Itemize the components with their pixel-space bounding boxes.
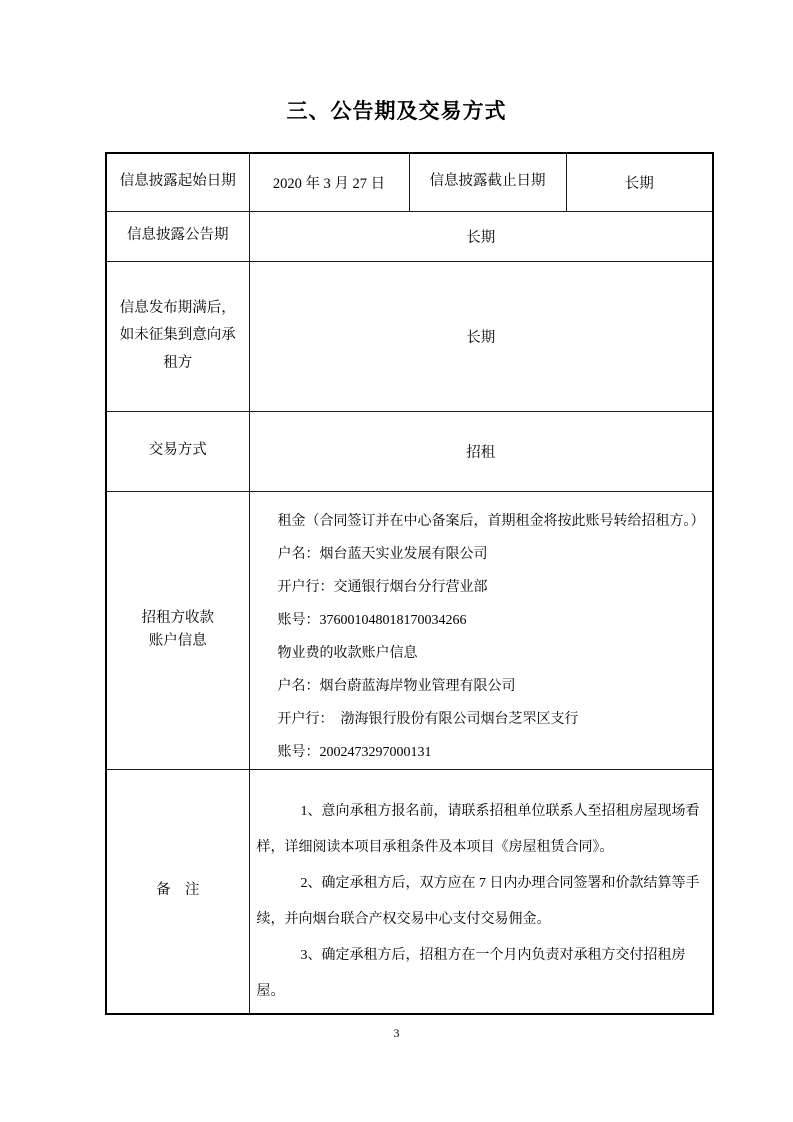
cell-after-expiry-value: 长期	[249, 261, 713, 411]
payment-account-label-line1: 招租方收款	[141, 609, 214, 626]
cell-disclosure-end-value: 长期	[566, 153, 713, 211]
cell-disclosure-end-label: 信息披露截止日期	[409, 153, 566, 211]
cell-announcement-period-label: 信息披露公告期	[106, 211, 249, 261]
cell-remarks-content	[249, 769, 713, 1014]
remarks-paragraph-3: 3、确定承租方后，招租方在一个月内负责对承租方交付招租房屋。	[256, 947, 686, 999]
account-line-number-2: 账号：2002473297000131	[277, 744, 432, 760]
cell-transaction-method-value: 招租	[249, 411, 713, 491]
table-row-remarks	[106, 769, 713, 1014]
cell-disclosure-start-label: 信息披露起始日期	[106, 153, 249, 211]
account-line-bank-2: 开户行： 渤海银行股份有限公司烟台芝罘区支行	[277, 711, 579, 727]
table-row-announcement-period	[106, 211, 713, 261]
announcement-table	[105, 152, 714, 1015]
account-line-property-fee-header: 物业费的收款账户信息	[277, 645, 418, 661]
payment-account-label-line2: 账户信息	[148, 633, 207, 649]
cell-payment-account-details	[249, 491, 713, 769]
table-row-disclosure-dates	[106, 153, 713, 211]
cell-transaction-method-label: 交易方式	[106, 411, 249, 491]
cell-remarks-label: 备 注	[106, 769, 249, 1014]
remarks-paragraph-1: 1、意向承租方报名前，请联系招租单位联系人至招租房屋现场看样，详细阅读本项目承租条件及本项目《房屋租赁合同》。	[256, 803, 700, 855]
account-line-number-1: 账号：376001048018170034266	[277, 612, 467, 628]
account-line-rent-note: 租金（合同签订并在中心备案后，首期租金将按此账号转给招租方。）	[277, 513, 705, 529]
payment-account-label-lines	[115, 607, 241, 653]
remarks-paragraph-2: 2、确定承租方后，双方应在 7 日内办理合同签署和价款结算等手续，并向烟台联合产权交易中心支付交易佣金。	[256, 875, 700, 927]
account-line-holder-2: 户名：烟台蔚蓝海岸物业管理有限公司	[277, 678, 516, 694]
cell-announcement-period-value: 长期	[249, 211, 713, 261]
account-line-bank-1: 开户行：交通银行烟台分行营业部	[277, 579, 488, 595]
cell-disclosure-start-value: 2020 年 3 月 27 日	[249, 153, 409, 211]
cell-after-expiry-label: 信息发布期满后，如未征集到意向承租方	[106, 261, 249, 411]
cell-payment-account-label	[106, 491, 249, 769]
page-number: 3	[393, 1026, 400, 1040]
page-title: 三、公告期及交易方式	[286, 99, 507, 123]
table-row-transaction-method	[106, 411, 713, 491]
account-line-holder-1: 户名：烟台蓝天实业发展有限公司	[277, 546, 488, 562]
table-row-after-expiry	[106, 261, 713, 411]
table-row-payment-account	[106, 491, 713, 769]
